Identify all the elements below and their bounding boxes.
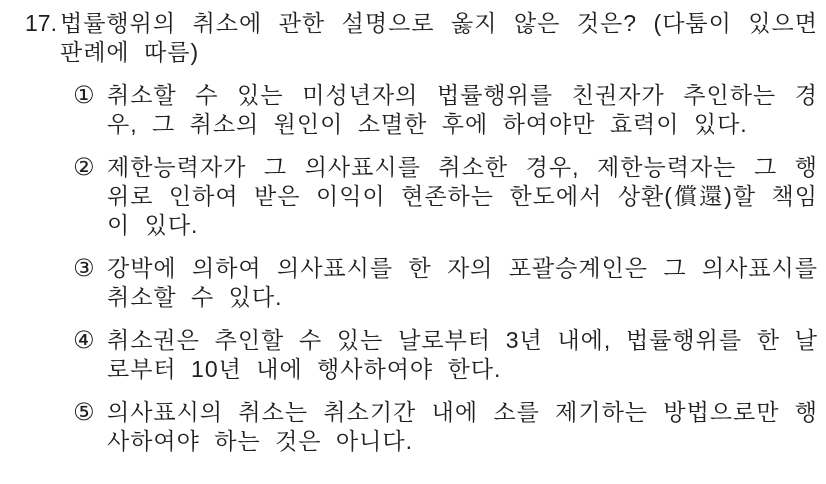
question bbox=[25, 9, 818, 67]
option-4-text: 취소권은 추인할 수 있는 날로부터 3년 내에, 법률행위를 한 날로부터 10년 내에 행사하여야 한다. bbox=[107, 327, 818, 382]
option-4 bbox=[73, 326, 818, 384]
option-5 bbox=[73, 398, 818, 456]
option-1-text: 취소할 수 있는 미성년자의 법률행위를 친권자가 추인하는 경우, 그 취소의 원인이 소멸한 후에 하여야만 효력이 있다. bbox=[107, 82, 818, 137]
question-number: 17. bbox=[25, 10, 57, 36]
option-1-circled-number: ① bbox=[73, 82, 95, 109]
option-5-text: 의사표시의 취소는 취소기간 내에 소를 제기하는 방법으로만 행사하여야 하는 것은 아니다. bbox=[107, 399, 818, 454]
option-3-circled-number: ③ bbox=[73, 255, 95, 282]
option-2-circled-number: ② bbox=[73, 154, 95, 181]
option-5-circled-number: ⑤ bbox=[73, 399, 95, 426]
options-list bbox=[25, 81, 818, 456]
question-text: 법률행위의 취소에 관한 설명으로 옳지 않은 것은? (다툼이 있으면 판례에 따름) bbox=[60, 10, 818, 65]
option-1 bbox=[73, 81, 818, 139]
option-2 bbox=[73, 153, 818, 240]
option-2-text: 제한능력자가 그 의사표시를 취소한 경우, 제한능력자는 그 행위로 인하여 받은 이익이 현존하는 한도에서 상환(償還)할 책임이 있다. bbox=[107, 154, 818, 238]
option-3 bbox=[73, 254, 818, 312]
option-4-circled-number: ④ bbox=[73, 327, 95, 354]
option-3-text: 강박에 의하여 의사표시를 한 자의 포괄승계인은 그 의사표시를 취소할 수 있다. bbox=[107, 255, 818, 310]
